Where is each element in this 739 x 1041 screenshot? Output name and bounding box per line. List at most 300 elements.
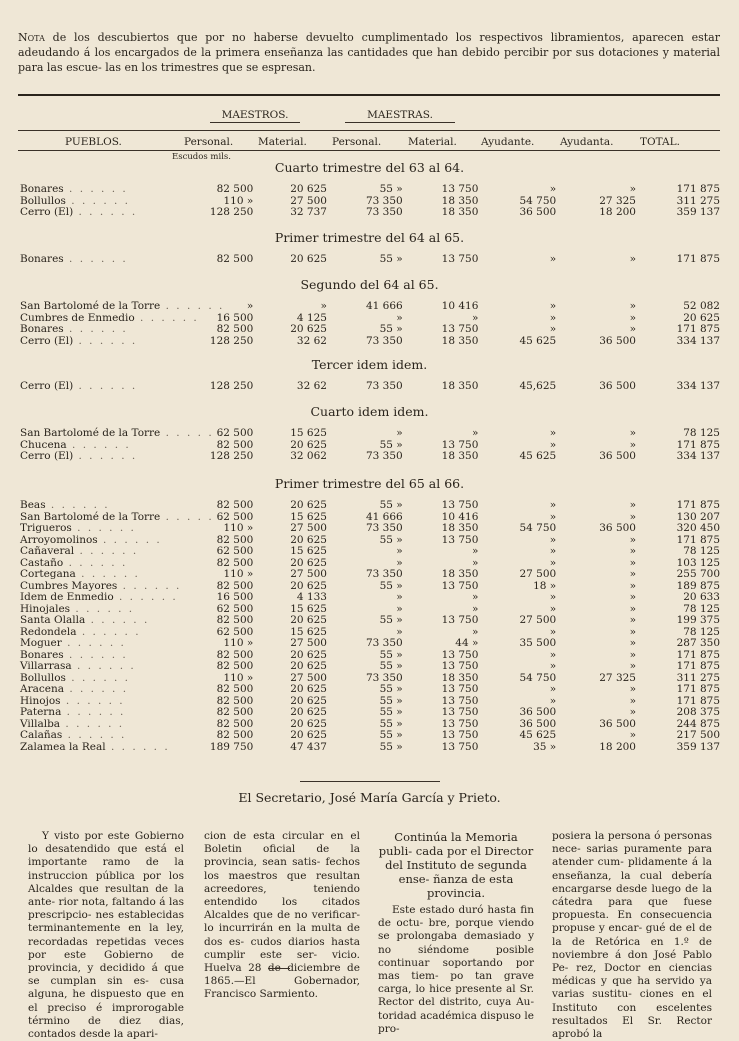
amount-cell: » bbox=[549, 591, 557, 603]
pueblo-name: Cumbres Mayores bbox=[20, 579, 118, 592]
amount-cell: » bbox=[629, 300, 636, 312]
amount-cell: 13 750 bbox=[441, 533, 479, 546]
amount-cell: 13 750 bbox=[441, 717, 479, 730]
pueblo-name: Hinojos bbox=[20, 694, 61, 707]
table-row: Moguer . . . . . . 110 » 27 500 73 350 44 » 35 500 » 287 350 bbox=[20, 637, 720, 649]
table-row: Zalamea la Real . . . . . . 189 750 47 437 55 » 13 750 35 » 18 200 359 137 bbox=[20, 740, 720, 753]
amount-cell: 27 500 bbox=[290, 671, 327, 684]
table-row: Calañas . . . . . . 82 500 20 625 55 » 13 750 45 625 » 217 500 bbox=[20, 729, 720, 741]
amount-cell: » bbox=[396, 625, 403, 638]
table-row: San Bartolomé de la Torre . . . . . . » » 41 666 10 416 » » 52 082 bbox=[20, 300, 720, 312]
amount-cell: 82 500 bbox=[216, 323, 254, 335]
amount-cell: 36 500 bbox=[519, 206, 557, 218]
text-column-3 bbox=[378, 830, 534, 1036]
amount-cell: 110 » bbox=[223, 671, 254, 684]
pueblo-name: Cerro (El) bbox=[20, 380, 74, 392]
amount-cell: » bbox=[549, 499, 557, 511]
amount-cell: » bbox=[629, 568, 636, 580]
section-title: Primer trimestre del 64 al 65. bbox=[274, 230, 465, 245]
amount-cell: 36 500 bbox=[599, 380, 636, 392]
amount-cell: 45 625 bbox=[519, 450, 557, 462]
amount-cell: » bbox=[549, 300, 557, 312]
table-row: Hinojales . . . . . . 62 500 15 625 » » » » 78 125 bbox=[20, 602, 720, 615]
amount-cell: 171 875 bbox=[676, 183, 720, 195]
table-row: Santa Olalla . . . . . . 82 500 20 625 55 » 13 750 27 500 » 199 375 bbox=[20, 614, 720, 626]
amount-cell: 13 750 bbox=[441, 706, 479, 718]
amount-cell: 55 » bbox=[379, 438, 403, 451]
amount-cell: 32 62 bbox=[296, 334, 327, 347]
pueblo-name: San Bartolomé de la Torre bbox=[20, 300, 161, 312]
table-row: Arroyomolinos . . . . . . 82 500 20 625 55 » 13 750 » » 171 875 bbox=[20, 533, 720, 546]
amount-cell: 82 500 bbox=[216, 556, 254, 569]
amount-cell: 20 625 bbox=[290, 694, 327, 707]
amount-cell: » bbox=[396, 545, 403, 557]
amount-cell: 73 350 bbox=[365, 334, 403, 347]
pueblo-name: Bollullos bbox=[20, 194, 66, 207]
section-title: Segundo del 64 al 65. bbox=[300, 277, 439, 292]
amount-cell: 16 500 bbox=[216, 311, 254, 324]
signature-rule bbox=[300, 781, 440, 782]
amount-cell: » bbox=[629, 591, 636, 603]
pueblo-name: Bonares bbox=[20, 648, 64, 661]
section-title: Tercer idem idem. bbox=[311, 357, 428, 372]
pueblo-name: Cerro (El) bbox=[20, 450, 74, 462]
amount-cell: 128 250 bbox=[209, 334, 254, 347]
column-3-text: Este estado duró hasta fin de octu- bre, porque viendo se prolongaba demasiado y no siéndome posible continuar soportando por mas tiem- po tan grave carga, lo hice presente al Sr. Rector del distrito, cuya Au- toridad académica dispuso le pro- bbox=[378, 904, 534, 1035]
amount-cell: 13 750 bbox=[441, 438, 479, 451]
personal2-header: Personal. bbox=[332, 136, 382, 148]
amount-cell: 27 500 bbox=[290, 522, 327, 534]
table-row: Bonares . . . . . . 82 500 20 625 55 » 13 750 » » 171 875 bbox=[20, 648, 720, 661]
pueblo-name: Arroyomolinos bbox=[20, 533, 98, 546]
amount-cell: » bbox=[629, 427, 636, 439]
amount-cell: » bbox=[471, 311, 479, 324]
amount-cell: 18 350 bbox=[441, 568, 479, 580]
table-row: Hinojos . . . . . . 82 500 20 625 55 » 13 750 » » 171 875 bbox=[20, 694, 720, 707]
amount-cell: 55 » bbox=[379, 660, 403, 672]
amount-cell: 27 500 bbox=[519, 614, 557, 626]
text-column-2 bbox=[204, 830, 360, 1002]
amount-cell: 36 500 bbox=[599, 717, 636, 730]
table-row: Cumbres de Enmedio . . . . . . 16 500 4 125 » » » » 20 625 bbox=[20, 311, 720, 324]
header-rule-bottom bbox=[18, 150, 720, 151]
section-table bbox=[20, 500, 720, 753]
pueblo-name: Bonares bbox=[20, 253, 64, 265]
amount-cell: 36 500 bbox=[519, 706, 557, 718]
pueblo-name: Bonares bbox=[20, 183, 64, 195]
amount-cell: 18 200 bbox=[599, 206, 636, 218]
pueblo-name: Moguer bbox=[20, 637, 62, 649]
amount-cell: 189 750 bbox=[209, 740, 254, 753]
amount-cell: 171 875 bbox=[676, 683, 720, 695]
amount-cell: 36 500 bbox=[599, 522, 636, 534]
escudos-label: Escudos mils. bbox=[172, 152, 231, 162]
amount-cell: 35 » bbox=[533, 740, 557, 753]
amount-cell: 13 750 bbox=[441, 694, 479, 707]
amount-cell: 20 625 bbox=[290, 533, 327, 546]
amount-cell: » bbox=[629, 614, 636, 626]
amount-cell: » bbox=[549, 311, 557, 324]
amount-cell: 45 625 bbox=[519, 729, 557, 741]
amount-cell: 20 625 bbox=[290, 438, 327, 451]
pueblo-name: Cerro (El) bbox=[20, 334, 74, 347]
amount-cell: 82 500 bbox=[216, 729, 254, 741]
amount-cell: 20 625 bbox=[290, 683, 327, 695]
amount-cell: 18 350 bbox=[441, 334, 479, 347]
amount-cell: 20 625 bbox=[290, 648, 327, 661]
section-table bbox=[20, 301, 720, 347]
amount-cell: 13 750 bbox=[441, 740, 479, 753]
pueblo-name: San Bartolomé de la Torre bbox=[20, 510, 161, 523]
table-row: Cerro (El) . . . . . . 128 250 32 62 73 350 18 350 45 625 36 500 334 137 bbox=[20, 334, 720, 347]
amount-cell: 171 875 bbox=[676, 694, 720, 707]
amount-cell: 20 633 bbox=[683, 591, 720, 603]
amount-cell: » bbox=[629, 683, 636, 695]
amount-cell: 18 350 bbox=[441, 450, 479, 462]
amount-cell: 78 125 bbox=[683, 427, 720, 439]
amount-cell: » bbox=[396, 311, 403, 324]
amount-cell: 27 500 bbox=[519, 568, 557, 580]
note-lead: Nota bbox=[18, 31, 45, 44]
amount-cell: 171 875 bbox=[676, 499, 720, 511]
amount-cell: 82 500 bbox=[216, 614, 254, 626]
amount-cell: 54 750 bbox=[519, 522, 557, 534]
amount-cell: 287 350 bbox=[676, 637, 720, 649]
amount-cell: 55 » bbox=[379, 729, 403, 741]
amount-cell: » bbox=[629, 499, 636, 511]
amount-cell: » bbox=[629, 625, 636, 638]
table-row: Cañaveral . . . . . . 62 500 15 625 » » » » 78 125 bbox=[20, 545, 720, 557]
table-row: Aracena . . . . . . 82 500 20 625 55 » 13 750 » » 171 875 bbox=[20, 683, 720, 695]
amount-cell: 82 500 bbox=[216, 438, 254, 451]
pueblos-header: PUEBLOS. bbox=[65, 136, 122, 148]
amount-cell: 15 625 bbox=[290, 545, 327, 557]
amount-cell: 171 875 bbox=[676, 438, 720, 451]
amount-cell: » bbox=[471, 545, 479, 557]
amount-cell: 55 » bbox=[379, 579, 403, 592]
amount-cell: 20 625 bbox=[290, 717, 327, 730]
amount-cell: » bbox=[396, 427, 403, 439]
pueblo-name: Villarrasa bbox=[20, 660, 72, 672]
amount-cell: 62 500 bbox=[216, 602, 254, 615]
amount-cell: 18 350 bbox=[441, 380, 479, 392]
amount-cell: 41 666 bbox=[365, 510, 403, 523]
amount-cell: 189 875 bbox=[676, 579, 720, 592]
amount-cell: 32 737 bbox=[290, 206, 327, 218]
table-row: Trigueros . . . . . . 110 » 27 500 73 350 18 350 54 750 36 500 320 450 bbox=[20, 522, 720, 534]
amount-cell: » bbox=[629, 602, 636, 615]
table-row: Cerro (El) . . . . . . 128 250 32 62 73 350 18 350 45,625 36 500 334 137 bbox=[20, 380, 720, 392]
amount-cell: 82 500 bbox=[216, 648, 254, 661]
pueblo-name: Trigueros bbox=[20, 522, 72, 534]
amount-cell: 20 625 bbox=[683, 311, 720, 324]
section-table bbox=[20, 184, 720, 219]
amount-cell: 10 416 bbox=[441, 510, 479, 523]
amount-cell: 82 500 bbox=[216, 533, 254, 546]
amount-cell: 110 » bbox=[223, 194, 254, 207]
amount-cell: 73 350 bbox=[365, 637, 403, 649]
amount-cell: 208 375 bbox=[676, 706, 720, 718]
amount-cell: 36 500 bbox=[599, 450, 636, 462]
ayudante-header: Ayudante. bbox=[481, 136, 535, 148]
amount-cell: 320 450 bbox=[676, 522, 720, 534]
amount-cell: » bbox=[246, 300, 254, 312]
amount-cell: 27 325 bbox=[599, 194, 636, 207]
amount-cell: 44 » bbox=[455, 637, 479, 649]
amount-cell: 20 625 bbox=[290, 499, 327, 511]
amount-cell: » bbox=[320, 300, 327, 312]
amount-cell: 55 » bbox=[379, 694, 403, 707]
amount-cell: 82 500 bbox=[216, 660, 254, 672]
section-title: Primer trimestre del 65 al 66. bbox=[274, 476, 465, 491]
pueblo-name: Cumbres de Enmedio bbox=[20, 311, 135, 324]
table-row: Bollullos . . . . . . 110 » 27 500 73 350 18 350 54 750 27 325 311 275 bbox=[20, 671, 720, 684]
amount-cell: » bbox=[629, 510, 636, 523]
amount-cell: 18 350 bbox=[441, 671, 479, 684]
amount-cell: 73 350 bbox=[365, 206, 403, 218]
amount-cell: 78 125 bbox=[683, 625, 720, 638]
amount-cell: » bbox=[629, 183, 636, 195]
amount-cell: 334 137 bbox=[676, 380, 720, 392]
amount-cell: 27 500 bbox=[290, 194, 327, 207]
amount-cell: » bbox=[396, 602, 403, 615]
amount-cell: 82 500 bbox=[216, 694, 254, 707]
amount-cell: 171 875 bbox=[676, 648, 720, 661]
pueblo-name: Cortegana bbox=[20, 568, 76, 580]
intro-note bbox=[18, 30, 720, 75]
amount-cell: 171 875 bbox=[676, 323, 720, 335]
amount-cell: 82 500 bbox=[216, 253, 254, 265]
amount-cell: 20 625 bbox=[290, 323, 327, 335]
amount-cell: 54 750 bbox=[519, 671, 557, 684]
amount-cell: 18 200 bbox=[599, 740, 636, 753]
table-row: Cortegana . . . . . . 110 » 27 500 73 350 18 350 27 500 » 255 700 bbox=[20, 568, 720, 580]
pueblo-name: Chucena bbox=[20, 438, 67, 451]
pueblo-name: Zalamea la Real bbox=[20, 740, 106, 753]
amount-cell: 20 625 bbox=[290, 579, 327, 592]
amount-cell: 73 350 bbox=[365, 522, 403, 534]
amount-cell: 55 » bbox=[379, 499, 403, 511]
amount-cell: » bbox=[549, 510, 557, 523]
column-1-text: Y visto por este Gobierno lo desatendido que está el importante ramo de la instruccion pública por los Alcaldes que resultan de la ante- rior nota, faltando á las prescripcio- nes establecidas terminantemente en la ley, recordadas repetidas veces por este Gobierno de provincia, y decidido á que se cumplan sin es- cusa alguna, he dispuesto que en el preciso é improrogable término de diez dias, contados desde la apari- bbox=[28, 830, 184, 1041]
amount-cell: 16 500 bbox=[216, 591, 254, 603]
amount-cell: » bbox=[629, 729, 636, 741]
table-row: Redondela . . . . . . 62 500 15 625 » » » » 78 125 bbox=[20, 625, 720, 638]
amount-cell: » bbox=[471, 556, 479, 569]
section-title: Cuarto trimestre del 63 al 64. bbox=[274, 160, 465, 175]
amount-cell: 55 » bbox=[379, 614, 403, 626]
amount-cell: 73 350 bbox=[365, 671, 403, 684]
amount-cell: » bbox=[549, 183, 557, 195]
amount-cell: » bbox=[471, 427, 479, 439]
amount-cell: » bbox=[549, 533, 557, 546]
amount-cell: 45 625 bbox=[519, 334, 557, 347]
amount-cell: » bbox=[629, 545, 636, 557]
table-row: Bonares . . . . . . 82 500 20 625 55 » 13 750 » » 171 875 bbox=[20, 183, 720, 195]
amount-cell: 128 250 bbox=[209, 450, 254, 462]
pueblo-name: Calañas bbox=[20, 729, 63, 741]
amount-cell: 27 500 bbox=[290, 568, 327, 580]
text-column-1 bbox=[28, 830, 184, 1041]
amount-cell: 55 » bbox=[379, 683, 403, 695]
memoria-heading: Continúa la Memoria publi- cada por el Director del Instituto de segunda ense- ñanza de esta provincia. bbox=[378, 830, 534, 900]
amount-cell: 82 500 bbox=[216, 499, 254, 511]
amount-cell: » bbox=[629, 253, 636, 265]
amount-cell: 54 750 bbox=[519, 194, 557, 207]
amount-cell: » bbox=[549, 438, 557, 451]
amount-cell: » bbox=[549, 625, 557, 638]
amount-cell: 55 » bbox=[379, 253, 403, 265]
amount-cell: 20 625 bbox=[290, 614, 327, 626]
amount-cell: » bbox=[549, 694, 557, 707]
amount-cell: 27 325 bbox=[599, 671, 636, 684]
table-row: Bonares . . . . . . 82 500 20 625 55 » 13 750 » » 171 875 bbox=[20, 253, 720, 265]
pueblo-name: Santa Olalla bbox=[20, 614, 86, 626]
amount-cell: 18 350 bbox=[441, 522, 479, 534]
amount-cell: 82 500 bbox=[216, 706, 254, 718]
amount-cell: 13 750 bbox=[441, 499, 479, 511]
amount-cell: 10 416 bbox=[441, 300, 479, 312]
amount-cell: 20 625 bbox=[290, 660, 327, 672]
amount-cell: » bbox=[629, 706, 636, 718]
amount-cell: 27 500 bbox=[290, 637, 327, 649]
amount-cell: 78 125 bbox=[683, 602, 720, 615]
amount-cell: 82 500 bbox=[216, 579, 254, 592]
amount-cell: » bbox=[549, 427, 557, 439]
pueblo-name: Hinojales bbox=[20, 602, 71, 615]
header-rule-top bbox=[18, 94, 720, 96]
note-text: de los descubiertos que por no haberse devuelto cumplimentado los respectivos libramientos, aparecen estar adeudando á los encargados de la primera enseñanza las cantidades que han debido percibir por sus dotaciones y material para las escue- las en los trimestres que se espresan. bbox=[18, 31, 720, 74]
amount-cell: 47 437 bbox=[290, 740, 327, 753]
column-2-text: cion de esta circular en el Boletin oficial de la provincia, sean satis- fechos los maestros que resultan acreedores, teniendo entendido los citados Alcaldes que de no verificar- lo incurrirán en la multa de dos es- cudos diarios hasta cumplir este ser- vicio. Huelva 28 de diciembre de 1865.—El Gobernador, Francisco Sarmiento. bbox=[204, 830, 360, 1001]
amount-cell: 82 500 bbox=[216, 683, 254, 695]
pueblo-name: Paterna bbox=[20, 706, 62, 718]
amount-cell: » bbox=[629, 438, 636, 451]
table-row: Paterna . . . . . . 82 500 20 625 55 » 13 750 36 500 » 208 375 bbox=[20, 706, 720, 718]
amount-cell: 103 125 bbox=[676, 556, 720, 569]
table-row: Villarrasa . . . . . . 82 500 20 625 55 » 13 750 » » 171 875 bbox=[20, 660, 720, 672]
amount-cell: 334 137 bbox=[676, 450, 720, 462]
amount-cell: 13 750 bbox=[441, 253, 479, 265]
amount-cell: » bbox=[471, 602, 479, 615]
amount-cell: 82 500 bbox=[216, 183, 254, 195]
amount-cell: 18 350 bbox=[441, 206, 479, 218]
amount-cell: 55 » bbox=[379, 740, 403, 753]
amount-cell: 4 125 bbox=[296, 311, 327, 324]
amount-cell: » bbox=[396, 591, 403, 603]
amount-cell: 359 137 bbox=[676, 206, 720, 218]
section-table bbox=[20, 254, 720, 266]
amount-cell: 62 500 bbox=[216, 545, 254, 557]
pueblo-name: Cerro (El) bbox=[20, 206, 74, 218]
amount-cell: 78 125 bbox=[683, 545, 720, 557]
pueblo-name: San Bartolomé de la Torre bbox=[20, 427, 161, 439]
amount-cell: 36 500 bbox=[519, 717, 557, 730]
amount-cell: 13 750 bbox=[441, 323, 479, 335]
amount-cell: 20 625 bbox=[290, 706, 327, 718]
amount-cell: » bbox=[629, 323, 636, 335]
amount-cell: 171 875 bbox=[676, 533, 720, 546]
amount-cell: 55 » bbox=[379, 648, 403, 661]
personal-header: Personal. bbox=[184, 136, 234, 148]
amount-cell: 73 350 bbox=[365, 568, 403, 580]
amount-cell: » bbox=[629, 556, 636, 569]
amount-cell: 13 750 bbox=[441, 579, 479, 592]
amount-cell: 55 » bbox=[379, 717, 403, 730]
table-row: Cumbres Mayores . . . . . . 82 500 20 625 55 » 13 750 18 » » 189 875 bbox=[20, 579, 720, 592]
amount-cell: 73 350 bbox=[365, 450, 403, 462]
amount-cell: 41 666 bbox=[365, 300, 403, 312]
material-header: Material. bbox=[258, 136, 307, 148]
amount-cell: 20 625 bbox=[290, 253, 327, 265]
amount-cell: 199 375 bbox=[676, 614, 720, 626]
amount-cell: 13 750 bbox=[441, 614, 479, 626]
amount-cell: 244 875 bbox=[676, 717, 720, 730]
amount-cell: » bbox=[549, 323, 557, 335]
amount-cell: 32 062 bbox=[290, 450, 327, 462]
amount-cell: 20 625 bbox=[290, 556, 327, 569]
amount-cell: 130 207 bbox=[676, 510, 720, 523]
table-row: Cerro (El) . . . . . . 128 250 32 062 73 350 18 350 45 625 36 500 334 137 bbox=[20, 450, 720, 462]
header-rule-mid bbox=[18, 130, 720, 131]
amount-cell: 311 275 bbox=[676, 194, 720, 207]
amount-cell: 55 » bbox=[379, 706, 403, 718]
amount-cell: 128 250 bbox=[209, 206, 254, 218]
amount-cell: 255 700 bbox=[676, 568, 720, 580]
amount-cell: 110 » bbox=[223, 568, 254, 580]
amount-cell: » bbox=[629, 648, 636, 661]
amount-cell: 110 » bbox=[223, 522, 254, 534]
amount-cell: 359 137 bbox=[676, 740, 720, 753]
amount-cell: 18 350 bbox=[441, 194, 479, 207]
table-row: Villalba . . . . . . 82 500 20 625 55 » 13 750 36 500 36 500 244 875 bbox=[20, 717, 720, 730]
amount-cell: » bbox=[471, 625, 479, 638]
ayudanta-header: Ayudanta. bbox=[560, 136, 614, 148]
amount-cell: 171 875 bbox=[676, 660, 720, 672]
secretary-signature: El Secretario, José María García y Prieto. bbox=[238, 790, 501, 805]
section-table bbox=[20, 428, 720, 463]
amount-cell: 55 » bbox=[379, 323, 403, 335]
amount-cell: 334 137 bbox=[676, 334, 720, 347]
amount-cell: 35 500 bbox=[519, 637, 557, 649]
amount-cell: 55 » bbox=[379, 533, 403, 546]
pueblo-name: Bonares bbox=[20, 323, 64, 335]
pueblo-name: Castaño bbox=[20, 556, 64, 569]
amount-cell: 13 750 bbox=[441, 729, 479, 741]
amount-cell: » bbox=[549, 545, 557, 557]
pueblo-name: Cañaveral bbox=[20, 545, 75, 557]
section-title: Cuarto idem idem. bbox=[310, 404, 429, 419]
amount-cell: 82 500 bbox=[216, 717, 254, 730]
table-row: Idem de Enmedio . . . . . . 16 500 4 133 » » » » 20 633 bbox=[20, 591, 720, 603]
amount-cell: 15 625 bbox=[290, 427, 327, 439]
amount-cell: 62 500 bbox=[216, 510, 254, 523]
amount-cell: » bbox=[629, 533, 636, 546]
table-row: Castaño . . . . . . 82 500 20 625 » » » » 103 125 bbox=[20, 556, 720, 569]
amount-cell: 36 500 bbox=[599, 334, 636, 347]
pueblo-name: Bollullos bbox=[20, 671, 66, 684]
material2-header: Material. bbox=[408, 136, 457, 148]
amount-cell: 73 350 bbox=[365, 380, 403, 392]
section-table bbox=[20, 381, 720, 393]
amount-cell: 20 625 bbox=[290, 729, 327, 741]
table-row: San Bartolomé de la Torre . . . . . . 62 500 15 625 » » » » 78 125 bbox=[20, 427, 720, 439]
table-row: Bonares . . . . . . 82 500 20 625 55 » 13 750 » » 171 875 bbox=[20, 323, 720, 335]
amount-cell: » bbox=[629, 579, 636, 592]
amount-cell: 62 500 bbox=[216, 427, 254, 439]
amount-cell: » bbox=[549, 602, 557, 615]
pueblo-name: Villalba bbox=[20, 717, 61, 730]
